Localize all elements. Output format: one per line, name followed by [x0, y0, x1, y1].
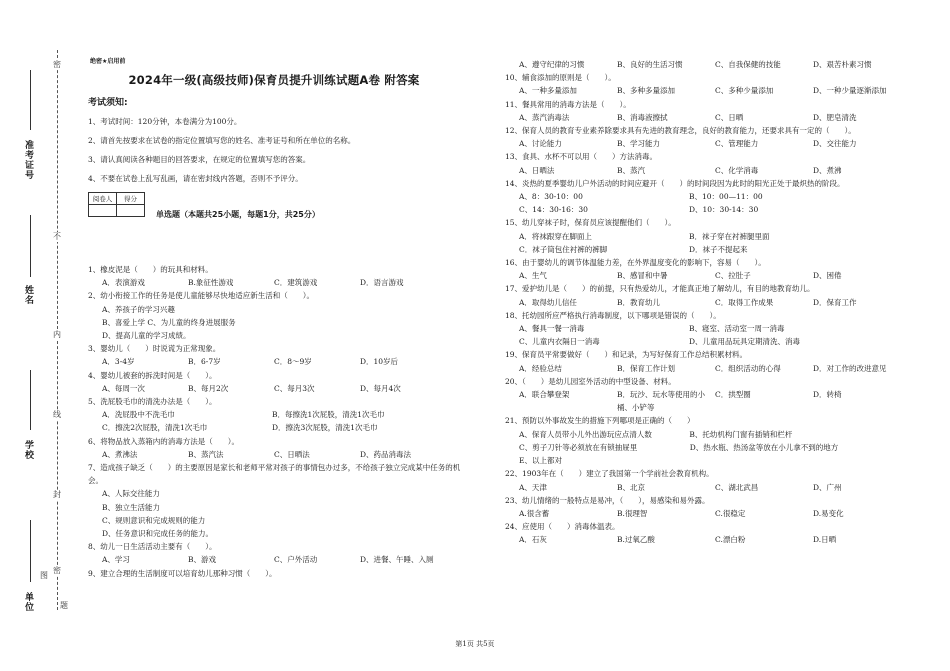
answer-options — [519, 137, 901, 150]
answer-option[interactable]: D．转椅 — [813, 390, 842, 400]
answer-option[interactable]: A、日晒法 — [519, 165, 555, 175]
answer-option[interactable]: B．6-7岁 — [188, 357, 221, 367]
school-line — [30, 370, 31, 430]
answer-option[interactable]: C、自我保健的技能 — [715, 60, 781, 69]
question-list-left — [84, 263, 464, 580]
notice-item: 2、请首先按要求在试卷的指定位置填写您的姓名、准考证号和所在单位的名称。 — [88, 136, 356, 145]
reviewer-cell: 阅卷人 — [89, 193, 117, 205]
answer-option[interactable]: D、一种少量逐渐添加 — [813, 86, 887, 96]
answer-option[interactable]: C．建筑游戏 — [274, 278, 318, 288]
answer-option[interactable]: C、规则意识和完成规则的能力 — [102, 515, 206, 525]
answer-option[interactable]: C．袜子筒包住衬裤的裤脚 — [519, 244, 608, 254]
answer-options — [102, 303, 464, 343]
answer-option[interactable]: B、独立生活能力 — [102, 502, 161, 512]
answer-option[interactable]: D、困倦 — [813, 271, 842, 281]
unit-line — [30, 520, 31, 582]
question-stem: 17、爱护幼儿是（ ）的前提，只有热爱幼儿，才能真正地了解幼儿，有目的地教育幼儿。 — [505, 284, 815, 294]
answer-option[interactable]: B、蒸汽 — [617, 165, 646, 175]
answer-option[interactable]: C、每月3次 — [274, 383, 315, 393]
score-input-cell[interactable] — [117, 205, 145, 217]
question-stem: 8、幼儿一日生活活动主要有（ ）。 — [88, 542, 217, 552]
question-item — [501, 375, 901, 415]
question-stem: 12、保育人员的教育专业素养除要求具有先进的教育理念，良好的教育能力，还要求具有一定的（ ）。 — [505, 126, 856, 136]
answer-option[interactable]: B.过氧乙酸 — [617, 535, 655, 545]
seal-char: 密 — [53, 60, 61, 69]
question-item — [501, 282, 901, 308]
answer-option[interactable]: D．对工作的改进意见 — [813, 363, 887, 373]
question-item — [84, 540, 464, 566]
answer-option[interactable]: D．擦洗3次屁股，清洗1次毛巾 — [272, 423, 378, 433]
answer-option[interactable]: D、儿童用品玩具定期清洗、消毒 — [689, 337, 801, 347]
question-stem: 23、幼儿情绪的一般特点是易冲，（ ），易感染和易外露。 — [505, 495, 710, 505]
answer-option[interactable]: A．取得幼儿信任 — [519, 297, 577, 307]
question-stem: 11、餐具常用的消毒方法是（ ）。 — [505, 99, 631, 109]
answer-options — [519, 322, 901, 348]
answer-option[interactable]: D、交往能力 — [813, 139, 857, 149]
answer-option[interactable]: D、广州 — [813, 482, 842, 492]
notice-item: 1、考试时间：120分钟，本卷满分为100分。 — [88, 117, 242, 126]
answer-option[interactable]: C、管理能力 — [715, 139, 759, 149]
answer-option[interactable]: A、生气 — [519, 271, 547, 281]
answer-option[interactable]: D．袜子不提起来 — [689, 244, 748, 254]
answer-option[interactable]: B、蒸汽法 — [188, 449, 224, 459]
question-item — [501, 71, 901, 97]
answer-options — [519, 190, 901, 216]
binding-margin — [0, 0, 72, 671]
margin-mark: 图 — [40, 571, 48, 580]
answer-option[interactable]: A.很含蓄 — [519, 508, 550, 518]
answer-options — [519, 164, 901, 177]
question-item — [501, 467, 901, 493]
name-label: 姓名 — [23, 285, 33, 305]
answer-option[interactable]: A、餐具一餐一消毒 — [519, 324, 585, 334]
question-stem: 24、应使用（ ）消毒体温表。 — [505, 522, 620, 532]
question-stem: 5、洗屁股毛巾的清洗办法是（ ）。 — [88, 397, 217, 407]
answer-option[interactable]: C.很稳定 — [715, 508, 746, 518]
answer-option[interactable]: A、遵守纪律的习惯 — [519, 60, 585, 69]
answer-option[interactable]: B.很理智 — [617, 508, 648, 518]
answer-options — [519, 111, 901, 124]
score-cell: 得分 — [117, 193, 145, 205]
left-column — [84, 56, 464, 578]
answer-option[interactable]: C、剪子刀针等必须放在有锁抽屉里 D、热水瓶、热汤盆等放在小儿拿不到的地方 — [519, 442, 839, 452]
question-item — [501, 177, 901, 217]
answer-option[interactable]: B、10：00—11：00 — [689, 192, 763, 202]
answer-option[interactable]: B、北京 — [617, 482, 646, 492]
seal-char: 封 — [53, 490, 61, 499]
answer-option[interactable]: D.易变化 — [813, 508, 844, 518]
answer-options — [102, 276, 464, 289]
question-item — [84, 395, 464, 435]
section-heading: 单选题（本题共25小题，每题1分，共25分） — [156, 210, 320, 219]
question-stem: 4、婴幼儿被套的拆洗时间是（ ）。 — [88, 370, 217, 380]
answer-option[interactable]: C．8～9岁 — [274, 357, 312, 367]
answer-option[interactable]: D、煮沸 — [813, 165, 842, 175]
answer-options — [102, 355, 464, 368]
answer-option[interactable]: A．将袜跟穿在脚面上 — [519, 231, 592, 241]
answer-options — [519, 230, 901, 256]
answer-options — [519, 428, 901, 468]
answer-options — [519, 388, 901, 414]
answer-option[interactable]: A．3-4岁 — [102, 357, 135, 367]
question-stem: 2、幼小衔接工作的任务是使儿童能够尽快地适应新生活和（ ）。 — [88, 291, 315, 301]
answer-option[interactable]: B、喜爱上学 C、为儿童的终身进展服务 — [102, 317, 236, 327]
answer-option[interactable]: B．玩沙、玩水等使用的小桶、小铲等 — [617, 390, 706, 413]
answer-options — [519, 58, 901, 71]
answer-option[interactable]: D、每月4次 — [360, 383, 401, 393]
answer-option[interactable]: D、艰苦朴素习惯 — [813, 60, 872, 69]
question-item — [501, 216, 901, 256]
question-stem: 20、（ ）是幼儿园室外活动的中型设备、材料。 — [505, 376, 676, 386]
answer-option[interactable]: C．拱型圈 — [715, 390, 751, 400]
school-label: 学校 — [23, 440, 33, 460]
question-item — [84, 567, 464, 580]
answer-option[interactable]: D．10岁后 — [360, 357, 399, 367]
page-footer: 第1页 共5页 — [455, 640, 495, 648]
answer-option[interactable]: A、学习 — [102, 555, 130, 565]
question-stem: 7、造成孩子缺乏（ ）的主要原因是家长和老师平常对孩子的事情包办过多，不给孩子独立完成某中任务的机会。 — [88, 463, 461, 486]
answer-option[interactable]: D、进餐、午睡、入厕 — [360, 555, 434, 565]
seal-char: 不 — [53, 232, 61, 241]
answer-option[interactable]: E、以上都对 — [519, 456, 562, 466]
answer-option[interactable]: C、儿童内衣隔日一消毒 — [519, 337, 600, 347]
answer-option[interactable]: B．保育工作计划 — [617, 363, 676, 373]
question-stem: 22、1903年在（ ）建立了我国第一个学前社会教育机构。 — [505, 469, 714, 479]
answer-option[interactable]: D、药品消毒法 — [360, 449, 412, 459]
answer-options — [102, 408, 464, 434]
answer-option[interactable]: C、湖北武昌 — [715, 482, 759, 492]
name-line — [30, 215, 31, 277]
answer-options — [102, 487, 464, 540]
answer-options — [519, 269, 901, 282]
secret-mark: 绝密★启用前 — [90, 58, 126, 65]
answer-option[interactable]: B、消毒液擦拭 — [617, 112, 668, 122]
answer-option[interactable]: A、8：30-10：00 — [519, 192, 583, 202]
answer-option[interactable]: A、一种多量添加 — [519, 86, 577, 96]
answer-option[interactable]: B．教育幼儿 — [617, 297, 661, 307]
question-item — [501, 348, 901, 374]
answer-option[interactable]: A、讨论能力 — [519, 139, 562, 149]
answer-option[interactable]: D、肥皂清洗 — [813, 112, 857, 122]
answer-option[interactable]: B、感冒和中暑 — [617, 271, 668, 281]
question-stem: 6、将物品放入蒸箱内的消毒方法是（ ）。 — [88, 436, 240, 446]
answer-option[interactable]: D.日晒 — [813, 535, 837, 545]
answer-option[interactable]: B、游戏 — [188, 555, 217, 565]
question-list-right — [501, 58, 901, 547]
answer-option[interactable]: B、多种多量添加 — [617, 86, 676, 96]
answer-options — [519, 533, 901, 546]
answer-option[interactable]: C、日晒法 — [274, 449, 310, 459]
question-stem: 16、由于婴幼儿的调节体温能力差，在外界温度变化的影响下，容易（ ）。 — [505, 258, 766, 268]
question-stem: 9、建立合理的生活制度可以培育幼儿那种习惯（ ）。 — [88, 568, 277, 578]
answer-option[interactable]: B、寝室、活动室一周一消毒 — [689, 324, 785, 334]
answer-option[interactable]: A．石灰 — [519, 535, 547, 545]
answer-options — [519, 362, 901, 375]
question-item — [501, 124, 901, 150]
answer-option[interactable]: B、每月2次 — [188, 383, 229, 393]
answer-option[interactable]: D．保育工作 — [813, 297, 857, 307]
answer-option[interactable]: C、多种少量添加 — [715, 86, 774, 96]
answer-option[interactable]: C.漂白粉 — [715, 535, 746, 545]
answer-option[interactable]: C、拉肚子 — [715, 271, 751, 281]
question-item — [501, 58, 901, 71]
question-stem: 18、托幼园所应严格执行消毒制度，以下哪项是错误的（ ）。 — [505, 310, 721, 320]
answer-option[interactable]: B、良好的生活习惯 — [617, 60, 683, 69]
answer-option[interactable]: B、学习能力 — [617, 139, 661, 149]
answer-option[interactable]: C、化学消毒 — [715, 165, 759, 175]
question-item — [501, 150, 901, 176]
notice-item: 3、请认真阅读各种题目的回答要求，在规定的位置填写您的答案。 — [88, 155, 311, 164]
answer-option[interactable]: C．组织活动的心得 — [715, 363, 781, 373]
answer-option[interactable]: D、10：30-14：30 — [689, 205, 759, 215]
exam-number-label: 准考证号 — [23, 140, 33, 180]
seal-char: 密 — [53, 566, 61, 575]
answer-option[interactable]: A．表演游戏 — [102, 278, 145, 288]
answer-option[interactable]: D、任务意识和完成任务的能力。 — [102, 529, 214, 539]
answer-option[interactable]: C、14：30-16：30 — [519, 205, 588, 215]
question-stem: 15、幼儿穿袜子时，保育员应该提醒他们（ ）。 — [505, 218, 676, 228]
answer-options — [102, 382, 464, 395]
answer-option[interactable]: A、保育人员带小儿外出游玩应点清人数 B、托幼机构门窗有插销和栏杆 — [519, 429, 793, 439]
answer-option[interactable]: A、煮沸法 — [102, 449, 138, 459]
question-item — [84, 369, 464, 395]
answer-option[interactable]: A、人际交往能力 — [102, 489, 160, 499]
answer-option[interactable]: C、日晒 — [715, 112, 744, 122]
notice-item: 4、不要在试卷上乱写乱画，请在密封线内答题，否则不予评分。 — [88, 174, 303, 183]
answer-option[interactable]: A、蒸汽消毒法 — [519, 112, 570, 122]
question-stem: 19、保育员平常要做好（ ）和记录，为写好保育工作总结积累材料。 — [505, 350, 748, 360]
answer-options — [519, 296, 901, 309]
answer-options — [519, 507, 901, 520]
answer-option[interactable]: B.象征性游戏 — [188, 278, 234, 288]
question-item — [501, 309, 901, 349]
question-stem: 1、橡皮泥是（ ）的玩具和材料。 — [88, 265, 213, 274]
question-stem: 3、婴幼儿（ ）时说谎为正常现象。 — [88, 344, 221, 354]
question-item — [501, 414, 901, 467]
question-stem: 10、辅食添加的原则是（ ）。 — [505, 73, 616, 83]
question-item — [84, 342, 464, 368]
unit-label: 单位 — [23, 592, 33, 612]
question-stem: 21、预防以外事故发生的措施下列哪项是正确的（ ） — [505, 416, 695, 426]
question-stem: 14、炎热的夏季婴幼儿户外活动的时间应避开（ ）的时间段因为此时的阳光正处于最炽热的阶段。 — [505, 178, 845, 188]
exam-title: 2024年一级(高级技师)保育员提升训练试题A卷 附答案 — [128, 73, 420, 87]
question-item — [501, 520, 901, 546]
answer-options — [102, 553, 464, 566]
answer-options — [519, 84, 901, 97]
question-item — [501, 256, 901, 282]
answer-option[interactable]: B．每擦洗1次屁股，清洗1次毛巾 — [272, 410, 385, 420]
answer-options — [519, 481, 901, 494]
answer-option[interactable]: C．擦洗2次屁股，清洗1次毛巾 — [102, 423, 208, 433]
answer-option[interactable]: C．取得工作成果 — [715, 297, 774, 307]
question-item — [501, 98, 901, 124]
answer-option[interactable]: D．语言游戏 — [360, 278, 404, 288]
exam-number-line — [30, 70, 31, 130]
seal-char: 线 — [53, 410, 61, 419]
seal-char: 内 — [53, 330, 61, 339]
answer-options — [102, 448, 464, 461]
answer-option[interactable]: A、养孩子的学习兴趣 — [102, 304, 175, 314]
question-item — [84, 435, 464, 461]
answer-option[interactable]: A．洗屁股中不洗毛巾 — [102, 410, 175, 420]
reviewer-input-cell[interactable] — [89, 205, 117, 217]
answer-option[interactable]: A、天津 — [519, 482, 547, 492]
answer-option[interactable]: A．联合攀登架 — [519, 390, 570, 400]
question-stem: 13、食具、水杯不可以用（ ）方法消毒。 — [505, 152, 658, 162]
question-item — [84, 461, 464, 540]
answer-option[interactable]: C、户外活动 — [274, 555, 318, 565]
question-item — [501, 494, 901, 520]
question-item — [84, 263, 464, 289]
answer-option[interactable]: A．经验总结 — [519, 363, 562, 373]
answer-option[interactable]: D、提高儿童的学习成绩。 — [102, 331, 191, 341]
answer-option[interactable]: A、每周一次 — [102, 383, 145, 393]
answer-option[interactable]: B．袜子穿在衬裤腿里面 — [689, 231, 770, 241]
score-table — [88, 192, 145, 217]
question-item — [84, 289, 464, 342]
margin-mark: 题 — [60, 601, 68, 610]
notice-heading: 考试须知: — [88, 98, 128, 108]
